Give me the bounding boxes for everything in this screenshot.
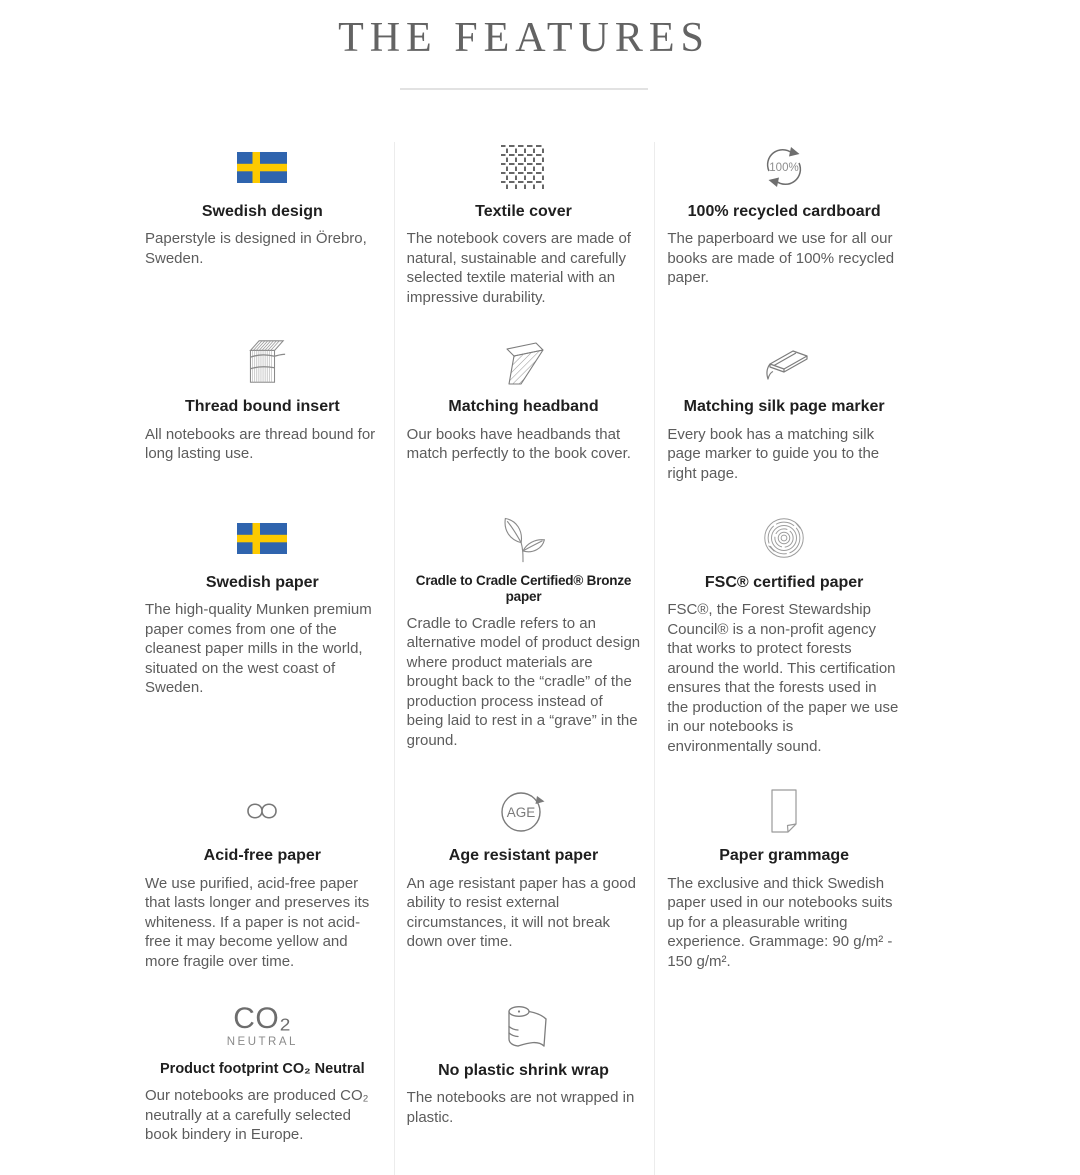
feature-title: No plastic shrink wrap — [438, 1062, 609, 1080]
feature-description: The high-quality Munken premium paper comes from one of the cleanest paper mills in the world, situated on the west coast of Sweden. — [145, 601, 372, 697]
feature-description: Every book has a matching silk page marker to guide you to the right page. — [667, 425, 880, 482]
textile-weave-icon — [407, 142, 641, 192]
feature-matching-headband — [394, 337, 655, 513]
age-label: AGE — [507, 805, 536, 821]
co2-sublabel: NEUTRAL — [226, 1035, 298, 1048]
co2-label: CO₂ — [233, 1001, 292, 1035]
feature-description: Cradle to Cradle refers to an alternative model of product design where product materials are brought back to the “cradle” of the production process instead of being laid to rest in a “grave” in the ground. — [406, 614, 641, 749]
thread-bound-icon — [145, 337, 380, 387]
feature-description: All notebooks are thread bound for long lasting use. — [145, 425, 376, 463]
feature-swedish-paper — [133, 513, 394, 786]
feature-cradle-to-cradle — [394, 513, 655, 786]
feature-title: Product footprint CO₂ Neutral — [160, 1061, 365, 1078]
feature-description: The paperboard we use for all our books are made of 100% recycled paper. — [667, 230, 895, 287]
feature-age-resistant — [394, 786, 655, 1001]
feature-description: Paperstyle is designed in Örebro, Sweden. — [145, 230, 367, 267]
feature-title: Thread bound insert — [184, 398, 340, 416]
feature-title: Textile cover — [475, 203, 572, 221]
infinity-icon — [145, 786, 380, 836]
feature-title: 100% recycled cardboard — [687, 203, 881, 221]
feature-description: The notebooks are not wrapped in plastic. — [406, 1089, 635, 1126]
feature-title: Cradle to Cradle Certified® Bronze paper — [415, 573, 632, 605]
feature-textile-cover — [394, 142, 655, 337]
feature-thread-bound — [133, 337, 394, 513]
feature-title: Matching silk page marker — [683, 398, 885, 416]
feature-title: Paper grammage — [719, 847, 850, 865]
book-page-marker-icon — [667, 337, 901, 387]
swedish-flag-icon — [145, 142, 380, 192]
co2-neutral-icon — [145, 1001, 380, 1051]
title-divider — [400, 88, 648, 90]
feature-silk-page-marker — [654, 337, 915, 513]
empty-cell — [654, 1001, 915, 1175]
feature-title: FSC® certified paper — [704, 574, 864, 592]
feature-recycled-cardboard — [654, 142, 915, 337]
feature-title: Swedish design — [201, 203, 323, 221]
age-circle-icon — [407, 786, 641, 836]
feature-description: We use purified, acid-free paper that lasts longer and preserves its whiteness. If a paper is not acid-free it may become yellow and more fragile over time. — [145, 874, 370, 970]
feature-description: An age resistant paper has a good ability to resist external circumstances, it will not break down over time. — [406, 874, 636, 951]
plastic-roll-icon — [407, 1001, 641, 1051]
features-grid — [133, 142, 915, 1175]
feature-title: Age resistant paper — [448, 847, 599, 865]
feature-description: FSC®, the Forest Stewardship Council® is a non-profit agency that works to protect forests around the world. This certification ensures that the forests used in the production of the paper we use in our notebooks is environmentally sound. — [667, 601, 899, 755]
swedish-flag-icon — [145, 513, 380, 563]
feature-acid-free — [133, 786, 394, 1001]
tree-rings-icon — [667, 513, 901, 563]
features-page — [133, 0, 915, 1175]
feature-co2-neutral — [133, 1001, 394, 1175]
recycle-arrows-icon — [667, 142, 901, 192]
feature-title: Swedish paper — [205, 574, 319, 592]
feature-no-plastic — [394, 1001, 655, 1175]
feature-description: Our notebooks are produced CO₂ neutrally at a carefully selected book bindery in Europe. — [145, 1087, 369, 1144]
plant-sprout-icon — [407, 513, 641, 563]
feature-swedish-design — [133, 142, 394, 337]
headband-corner-icon — [407, 337, 641, 387]
feature-description: The exclusive and thick Swedish paper used in our notebooks suits up for a pleasurable writing experience. Grammage: 90 g/m² - 150 g/m². — [667, 874, 893, 970]
feature-description: Our books have headbands that match perfectly to the book cover. — [406, 425, 631, 463]
feature-title: Matching headband — [448, 398, 599, 416]
feature-title: Acid-free paper — [203, 847, 322, 865]
page-title: THE FEATURES — [338, 15, 710, 61]
paper-sheet-icon — [667, 786, 901, 836]
feature-description: The notebook covers are made of natural, sustainable and carefully selected textile material with an impressive durability. — [406, 230, 631, 306]
feature-paper-grammage — [654, 786, 915, 1001]
feature-fsc-certified — [654, 513, 915, 786]
recycle-100-label: 100% — [769, 162, 799, 175]
